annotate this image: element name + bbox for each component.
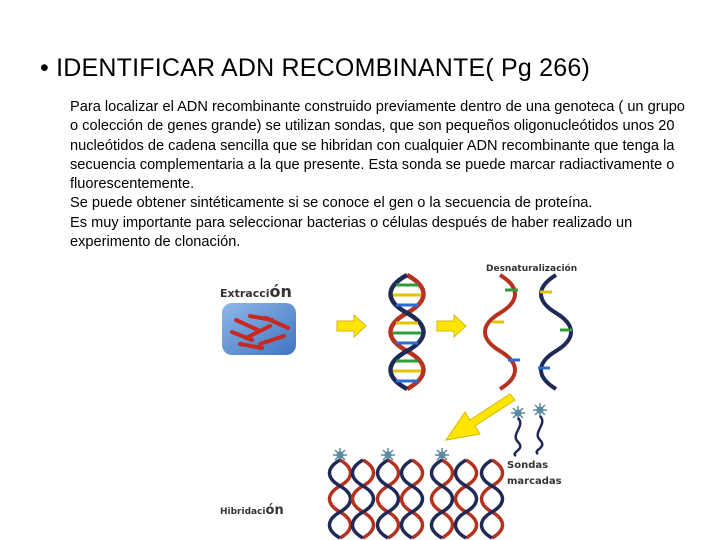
extraction-label — [220, 282, 292, 301]
double-helix-dna — [391, 275, 424, 389]
extraction-label-tail: ón — [269, 282, 292, 301]
slide-title: • IDENTIFICAR ADN RECOMBINANTE( Pg 266) — [40, 54, 590, 82]
extraction-tube-image — [222, 303, 296, 355]
denatured-dna-strands — [485, 275, 572, 389]
paragraph-importance: Es muy importante para seleccionar bacterias o células después de haber realizado un experimento de clonación. — [70, 214, 633, 251]
probes-label-line2: marcadas — [507, 476, 562, 487]
hybridized-dna-row — [330, 448, 503, 538]
marked-probes-image — [511, 403, 547, 456]
probes-label-line1: Sondas — [507, 460, 549, 471]
arrow-denatured-to-hybridization — [446, 394, 515, 440]
arrow-dna-to-denatured — [437, 315, 466, 337]
hybridization-label — [220, 503, 284, 518]
paragraph-synthetic: Se puede obtener sintéticamente si se conoce el gen o la secuencia de proteína. — [70, 195, 593, 212]
paragraph-probes-description: Para localizar el ADN recombinante construido previamente dentro de una genoteca ( un grupo o colección de genes grande) se utilizan sondas, que son pequeños oligonucleótidos unos 20 nucleótidos de cadena sencilla que se hibridan con cualquier ADN recombinante que tenga la secuencia complementaria a la que presente. Esta sonda se puede marcar radiactivamente o fluorescentemente. — [70, 99, 685, 193]
probes-label — [507, 458, 562, 490]
denaturation-label: Desnaturalización — [486, 264, 578, 274]
extraction-label-main: Extracci — [220, 287, 270, 300]
arrow-extraction-to-dna — [337, 315, 366, 337]
hybridization-label-tail: ón — [265, 503, 284, 518]
hybridization-label-main: Hibridaci — [220, 507, 266, 517]
